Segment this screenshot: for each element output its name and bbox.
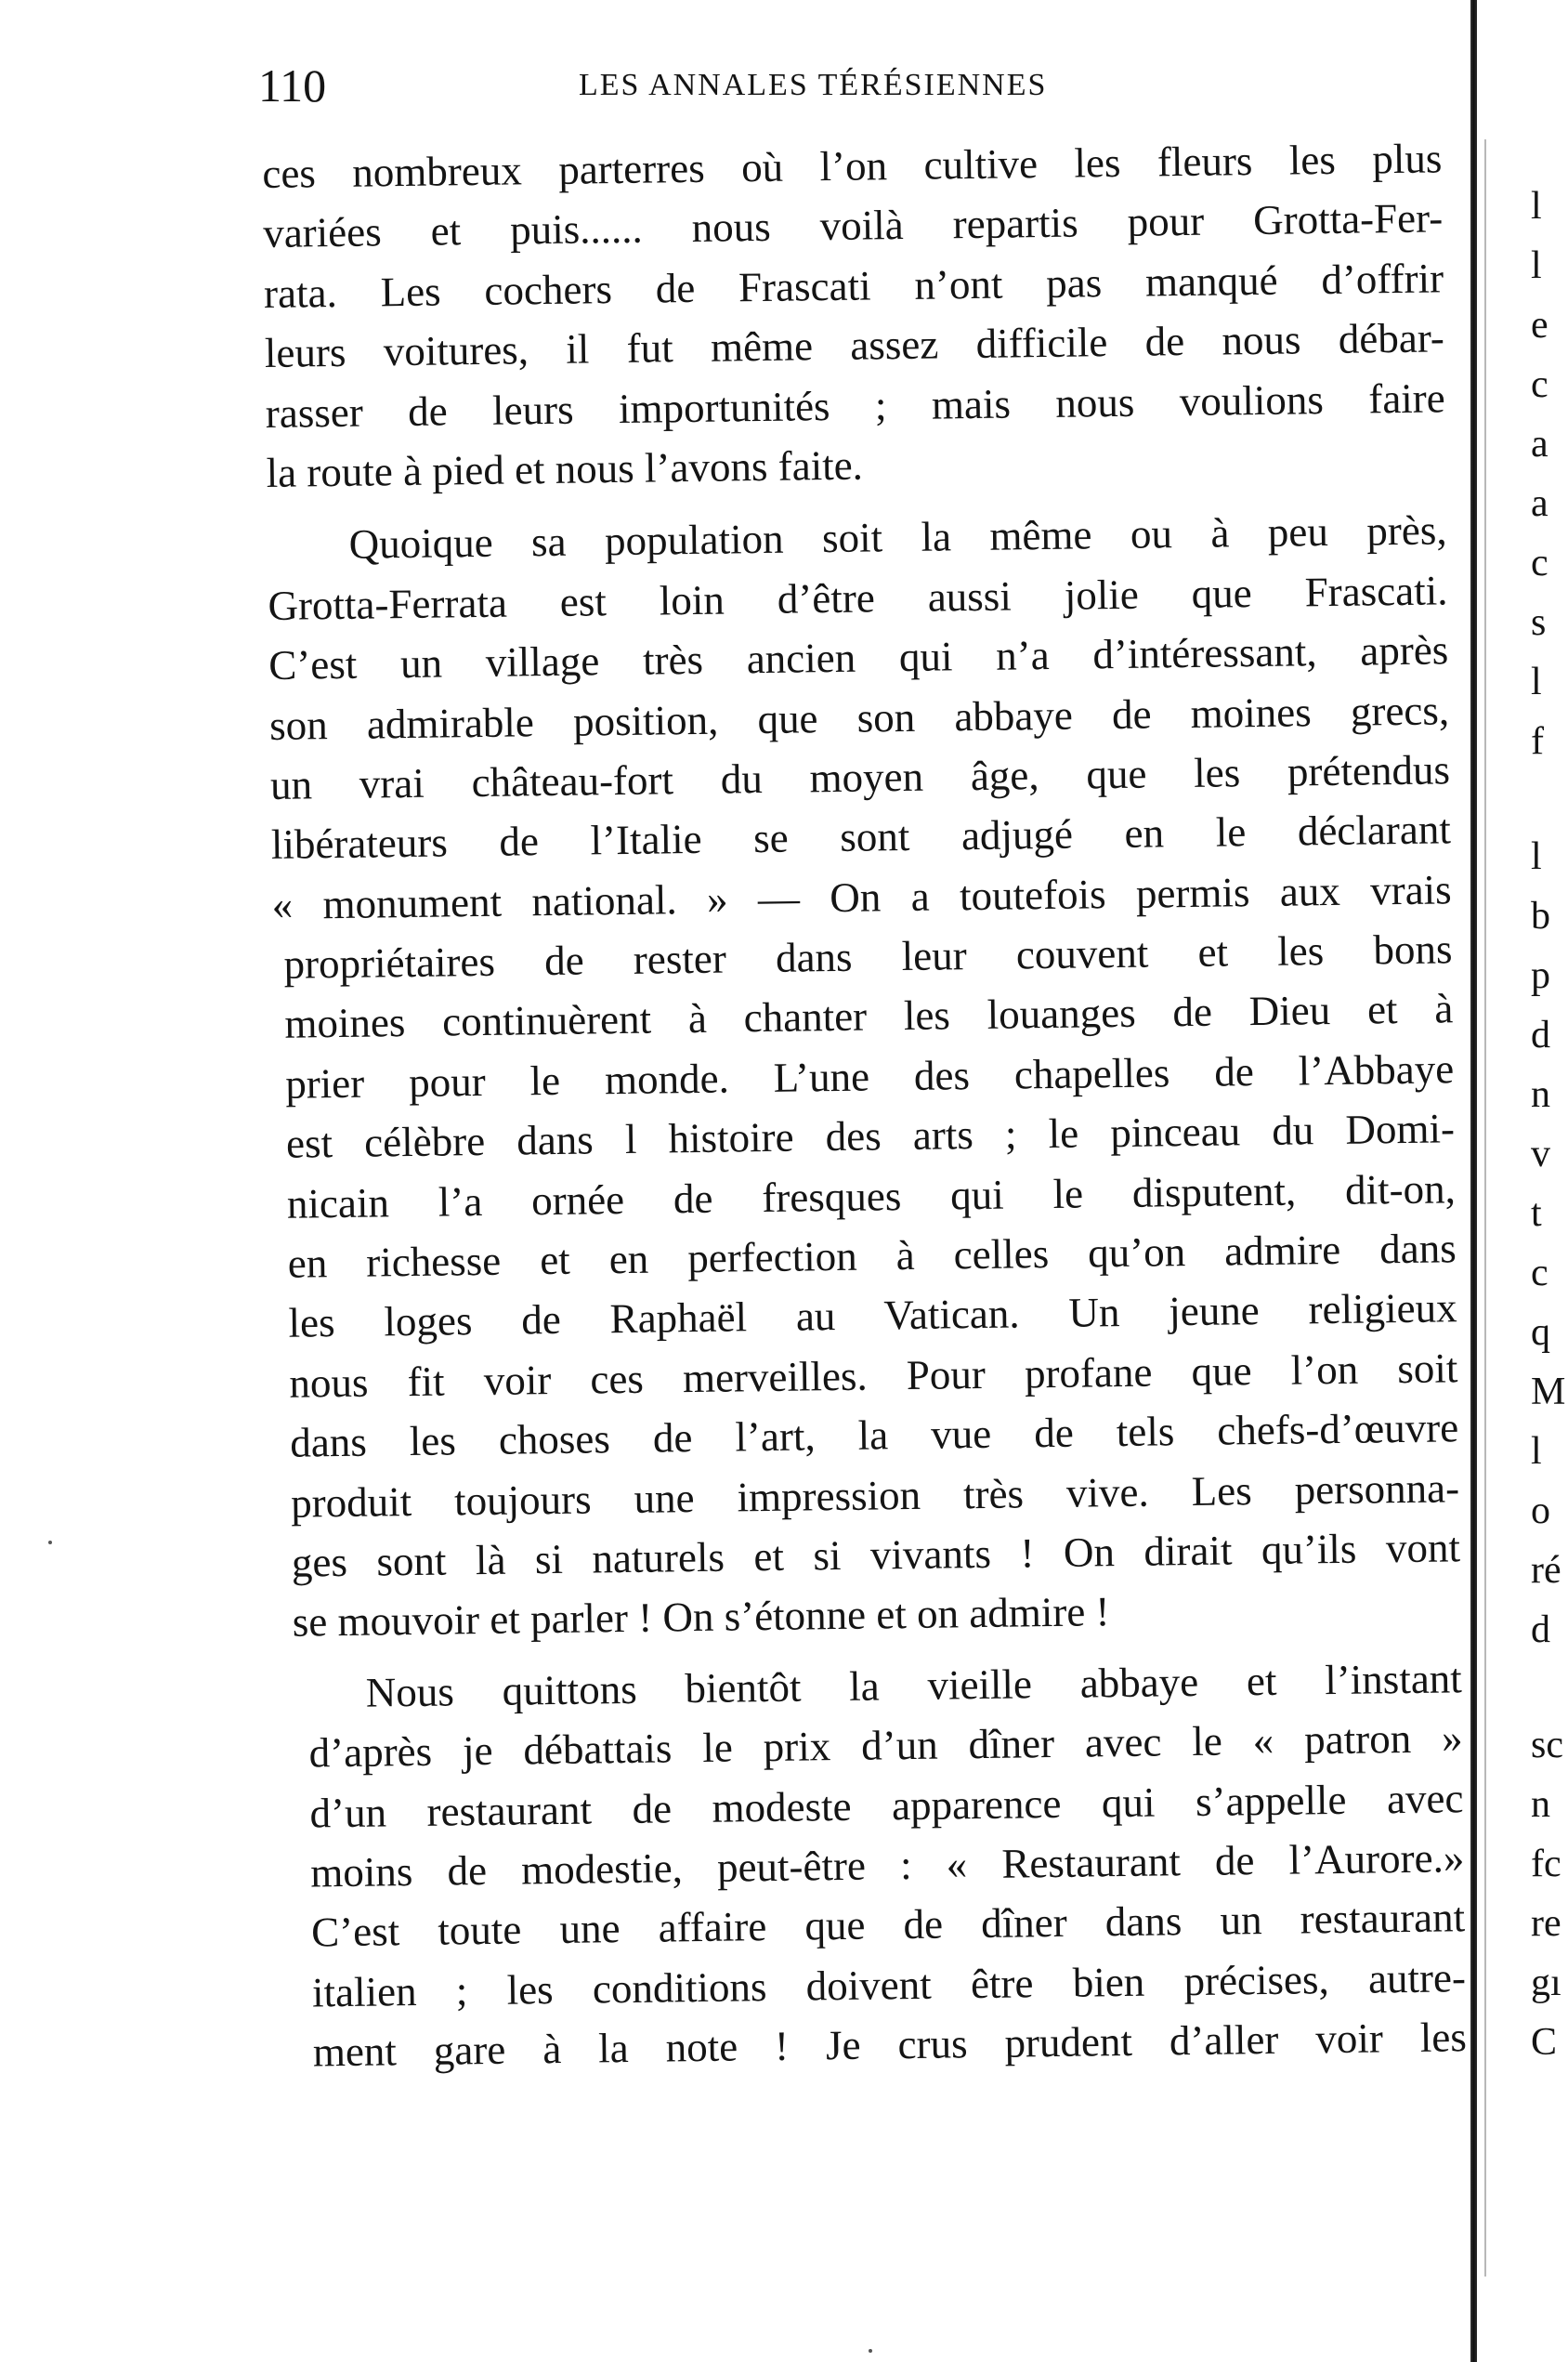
adjacent-page-glyph: M xyxy=(1531,1371,1566,1413)
text-line: Grotta-Ferrata est loin d’être aussi jolie que Frascati. xyxy=(268,567,1448,629)
adjacent-page-glyph: fc xyxy=(1531,1843,1561,1885)
text-line: prier pour le monde. L’une des chapelles de l’Abbaye xyxy=(284,1045,1455,1108)
adjacent-page-glyph: re xyxy=(1531,1902,1561,1945)
text-line: nicain l’a ornée de fresques qui le disputent, dit-on, xyxy=(286,1164,1457,1227)
adjacent-page-glyph: n xyxy=(1531,1783,1550,1826)
adjacent-page-glyph: d xyxy=(1531,1608,1550,1651)
text-line: Quoique sa population soit la même ou à peu près, xyxy=(348,506,1447,569)
paragraph-3 xyxy=(281,1648,1467,2082)
adjacent-page-glyph: C xyxy=(1531,2021,1558,2064)
adjacent-page-glyph: c xyxy=(1531,1252,1548,1294)
adjacent-page-glyph: l xyxy=(1531,1430,1542,1473)
adjacent-page-glyph: b xyxy=(1531,895,1550,938)
text-line: la route à pied et nous l’avons faite. xyxy=(266,441,864,496)
text-line: un vrai château-fort du moyen âge, que les prétendus xyxy=(269,746,1451,808)
adjacent-page-glyph: p xyxy=(1531,954,1550,997)
adjacent-page-glyph: v xyxy=(1531,1133,1550,1175)
body-text xyxy=(262,128,1467,2082)
adjacent-page-glyph: n xyxy=(1531,1073,1550,1116)
page-gutter-rule xyxy=(1470,0,1477,2362)
text-line: est célèbre dans l histoire des arts ; le pinceau du Domi- xyxy=(285,1105,1456,1167)
text-line: d’après je débattais le prix d’un dîner avec le « patron » xyxy=(308,1714,1463,1777)
text-line: propriétaires de rester dans leur couvent et les bons xyxy=(283,925,1453,988)
text-line: rata. Les cochers de Frascati n’ont pas manqué d’offrir xyxy=(263,255,1444,317)
page-header xyxy=(258,48,1457,123)
adjacent-page-glyph: c xyxy=(1531,363,1548,406)
adjacent-page-glyph: sc xyxy=(1531,1724,1563,1766)
text-line: C’est un village très ancien qui n’a d’intéressant, après xyxy=(268,626,1449,689)
text-line: moines continuèrent à chanter les louanges de Dieu et à xyxy=(284,985,1454,1048)
text-line: italien ; les conditions doivent être bien précises, autre- xyxy=(311,1953,1467,2016)
paragraph-2 xyxy=(267,501,1461,1653)
adjacent-page-glyph: l xyxy=(1531,185,1542,228)
adjacent-page-glyph: l xyxy=(1531,835,1542,878)
text-line: « monument national. » — On a toutefois permis aux vrais xyxy=(271,865,1452,928)
text-line: Nous quittons bientôt la vieille abbaye et l’instant xyxy=(365,1655,1463,1716)
adjacent-page-glyph: c xyxy=(1531,542,1548,584)
text-line: ces nombreux parterres où l’on cultive les fleurs les plus xyxy=(262,135,1443,197)
adjacent-page-glyph: l xyxy=(1531,661,1542,703)
adjacent-page-glyph: gı xyxy=(1531,1962,1561,2004)
text-line: libérateurs de l’Italie se sont adjugé en le déclarant xyxy=(270,806,1452,869)
text-line: variées et puis...... nous voilà repartis pour Grotta-Fer- xyxy=(262,194,1444,257)
text-line: leurs voitures, il fut même assez difficile de nous débar- xyxy=(264,314,1445,377)
text-line: moins de modestie, peut-être : « Restaurant de l’Aurore.» xyxy=(310,1834,1465,1896)
page-gutter-shadow xyxy=(1484,139,1486,2277)
running-title: LES ANNALES TÉRÉSIENNES xyxy=(579,68,1048,102)
text-line: ment gare à la note ! Je crus prudent d’aller voir les xyxy=(312,2014,1468,2076)
text-line: d’un restaurant de modeste apparence qui s’appelle avec xyxy=(309,1774,1464,1837)
text-line: produit toujours une impression très vive. Les personna- xyxy=(290,1463,1460,1527)
text-line: C’est toute une affaire que de dîner dans un restaurant xyxy=(310,1894,1466,1956)
text-line: en richesse et en perfection à celles qu’on admire dans xyxy=(287,1225,1457,1287)
page-number: 110 xyxy=(258,59,327,112)
text-line: son admirable position, que son abbaye de moines grecs, xyxy=(268,686,1450,749)
adjacent-page-glyph: f xyxy=(1531,720,1544,763)
adjacent-page-edge xyxy=(1531,177,1568,2072)
text-line: les loges de Raphaël au Vatican. Un jeune religieux xyxy=(288,1284,1457,1347)
paragraph-1 xyxy=(262,128,1446,503)
adjacent-page-glyph: l xyxy=(1531,244,1542,287)
print-speck xyxy=(48,1541,52,1544)
print-speck xyxy=(869,2349,872,2353)
adjacent-page-glyph: a xyxy=(1531,423,1548,466)
text-line: ges sont là si naturels et si vivants ! On dirait qu’ils vont xyxy=(291,1524,1461,1586)
text-line: dans les choses de l’art, la vue de tels chefs-d’œuvre xyxy=(289,1404,1459,1466)
adjacent-page-glyph: o xyxy=(1531,1489,1550,1532)
adjacent-page-glyph: e xyxy=(1531,304,1548,347)
adjacent-page-glyph: a xyxy=(1531,482,1548,525)
adjacent-page-glyph: d xyxy=(1531,1014,1550,1056)
text-line: se mouvoir et parler ! On s’étonne et on admire ! xyxy=(292,1588,1110,1647)
text-line: nous fit voir ces merveilles. Pour profane que l’on soit xyxy=(289,1345,1458,1407)
adjacent-page-glyph: q xyxy=(1531,1311,1550,1354)
text-line: rasser de leurs importunités ; mais nous voulions faire xyxy=(265,374,1446,437)
adjacent-page-glyph: t xyxy=(1531,1192,1542,1235)
adjacent-page-glyph: ré xyxy=(1531,1549,1561,1592)
adjacent-page-glyph: s xyxy=(1531,601,1547,644)
